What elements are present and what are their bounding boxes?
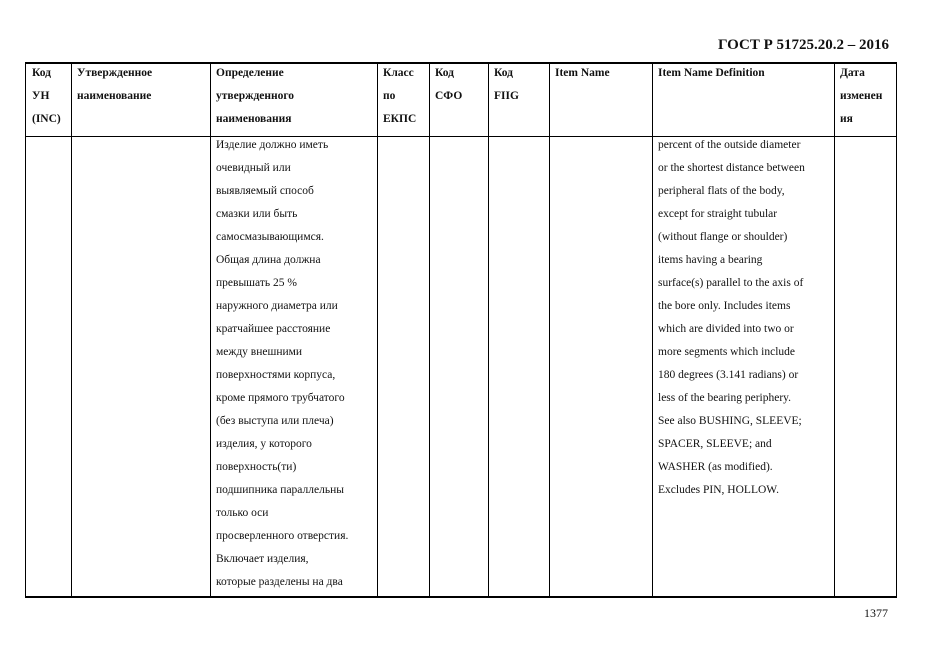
text-line: or the shortest distance between <box>658 162 805 174</box>
text-line: смазки или быть <box>216 208 298 220</box>
text-line: Изделие должно иметь <box>216 139 329 151</box>
column-divider <box>652 62 653 598</box>
header-line: наименования <box>216 113 292 125</box>
page-number: 1377 <box>864 606 888 620</box>
header-line: Дата <box>840 67 865 79</box>
catalog-table <box>25 62 897 598</box>
header-line: Утвержденное <box>77 67 153 79</box>
text-line: peripheral flats of the body, <box>658 185 785 197</box>
text-line: подшипника параллельны <box>216 484 344 496</box>
text-line: которые разделены на два <box>216 576 343 588</box>
text-line: except for straight tubular <box>658 208 778 220</box>
text-line: кратчайшее расстояние <box>216 323 331 335</box>
header-change-date <box>840 62 882 131</box>
header-line: Код <box>494 67 514 79</box>
header-line: СФО <box>435 90 463 102</box>
text-line: выявляемый способ <box>216 185 314 197</box>
text-line: 180 degrees (3.141 radians) or <box>658 369 799 381</box>
text-line: самосмазывающимся. <box>216 231 324 243</box>
text-line: только оси <box>216 507 269 519</box>
text-line: surface(s) parallel to the axis of <box>658 277 804 289</box>
text-line: поверхностями корпуса, <box>216 369 336 381</box>
text-line: просверленного отверстия. <box>216 530 349 542</box>
header-line: Item Name Definition <box>658 67 765 79</box>
header-line: Определение <box>216 67 284 79</box>
header-line: изменен <box>840 90 883 102</box>
text-line: percent of the outside diameter <box>658 139 801 151</box>
header-line: Код <box>32 67 52 79</box>
text-line: наружного диаметра или <box>216 300 338 312</box>
text-line: между внешними <box>216 346 303 358</box>
column-divider <box>377 62 378 598</box>
header-line: Item Name <box>555 67 610 79</box>
header-line: FIIG <box>494 90 519 102</box>
text-line: less of the bearing periphery. <box>658 392 792 404</box>
text-line: (без выступа или плеча) <box>216 415 334 427</box>
column-divider <box>549 62 550 598</box>
header-inc-code <box>32 62 61 131</box>
header-line: Код <box>435 67 455 79</box>
definition-en-cell <box>658 134 805 502</box>
text-line: превышать 25 % <box>216 277 297 289</box>
text-line: Excludes PIN, HOLLOW. <box>658 484 779 496</box>
text-line: Включает изделия, <box>216 553 309 565</box>
text-line: кроме прямого трубчатого <box>216 392 345 404</box>
text-line: which are divided into two or <box>658 323 794 335</box>
column-divider <box>896 62 897 598</box>
text-line: the bore only. Includes items <box>658 300 791 312</box>
column-divider <box>429 62 430 598</box>
definition-ru-cell <box>216 134 348 594</box>
header-approved-name <box>77 62 152 108</box>
column-divider <box>210 62 211 598</box>
header-line: Класс <box>383 67 414 79</box>
text-line: Общая длина должна <box>216 254 321 266</box>
table-bottom-border <box>25 596 897 598</box>
column-divider <box>488 62 489 598</box>
header-line: утвержденного <box>216 90 295 102</box>
header-line: (INC) <box>32 113 61 125</box>
text-line: SPACER, SLEEVE; and <box>658 438 772 450</box>
text-line: more segments which include <box>658 346 796 358</box>
text-line: поверхность(ти) <box>216 461 297 473</box>
text-line: (without flange or shoulder) <box>658 231 788 243</box>
header-line: ия <box>840 113 853 125</box>
standard-number: ГОСТ Р 51725.20.2 – 2016 <box>717 37 889 53</box>
text-line: изделия, у которого <box>216 438 312 450</box>
header-line: наименование <box>77 90 152 102</box>
column-divider <box>25 62 26 598</box>
text-line: See also BUSHING, SLEEVE; <box>658 415 802 427</box>
header-item-name <box>555 62 610 85</box>
header-name-definition <box>216 62 294 131</box>
text-line: очевидный или <box>216 162 291 174</box>
header-line: ЕКПС <box>383 113 417 125</box>
header-ekps-class <box>383 62 416 131</box>
text-line: WASHER (as modified). <box>658 461 773 473</box>
header-line: УН <box>32 90 50 102</box>
header-fiig-code <box>494 62 519 108</box>
header-item-name-definition <box>658 62 765 85</box>
column-divider <box>834 62 835 598</box>
text-line: items having a bearing <box>658 254 763 266</box>
header-sfo-code <box>435 62 462 108</box>
column-divider <box>71 62 72 598</box>
header-line: по <box>383 90 396 102</box>
